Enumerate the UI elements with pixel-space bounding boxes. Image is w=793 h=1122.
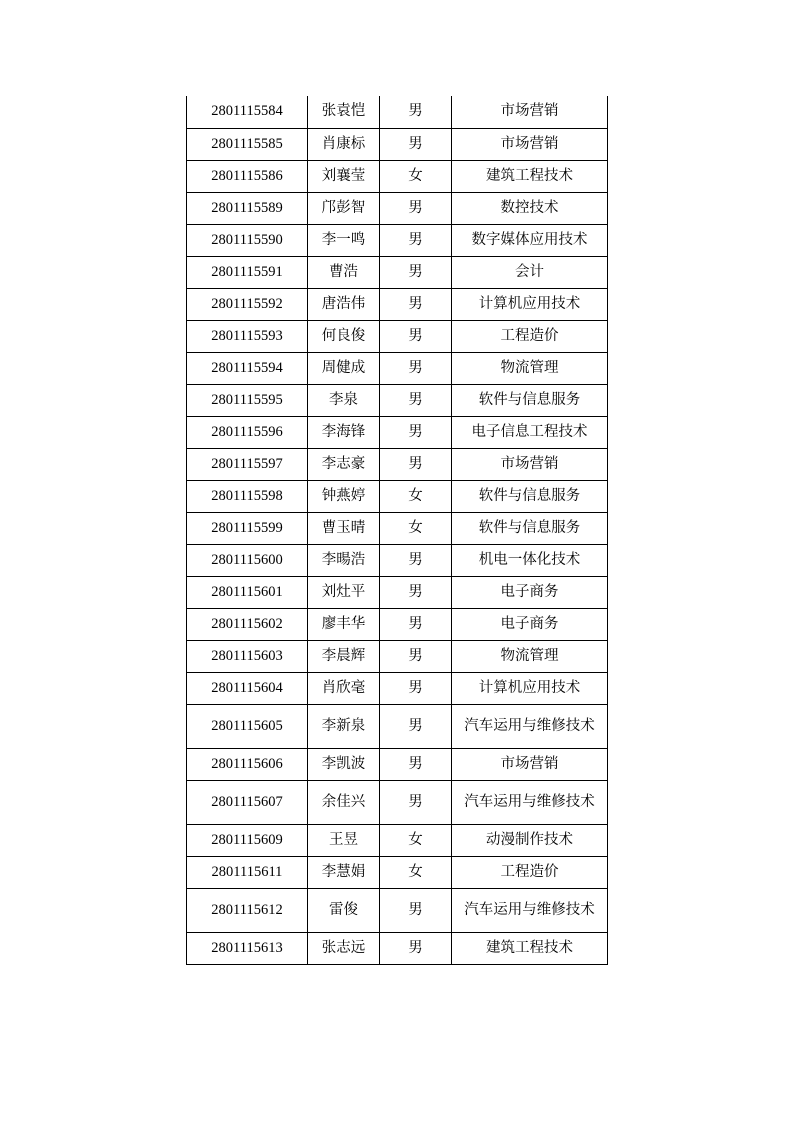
student-id-cell: 2801115589	[187, 192, 308, 224]
student-major-cell: 会计	[452, 256, 608, 288]
student-id-cell: 2801115611	[187, 856, 308, 888]
student-id-cell: 2801115605	[187, 704, 308, 748]
student-id-cell: 2801115606	[187, 748, 308, 780]
table-row	[187, 672, 608, 704]
student-name-cell: 邝彭智	[308, 192, 380, 224]
student-gender-cell: 男	[380, 576, 452, 608]
student-table-body	[187, 96, 608, 964]
table-row	[187, 416, 608, 448]
student-name-cell: 李凯波	[308, 748, 380, 780]
student-id-cell: 2801115595	[187, 384, 308, 416]
student-id-cell: 2801115601	[187, 576, 308, 608]
student-id-cell: 2801115594	[187, 352, 308, 384]
student-major-cell: 工程造价	[452, 320, 608, 352]
student-name-cell: 余佳兴	[308, 780, 380, 824]
table-row	[187, 160, 608, 192]
table-row	[187, 480, 608, 512]
student-gender-cell: 女	[380, 160, 452, 192]
table-row	[187, 128, 608, 160]
student-major-cell: 机电一体化技术	[452, 544, 608, 576]
student-major-cell: 汽车运用与维修技术	[452, 888, 608, 932]
student-id-cell: 2801115596	[187, 416, 308, 448]
student-id-cell: 2801115603	[187, 640, 308, 672]
student-name-cell: 李暘浩	[308, 544, 380, 576]
student-table	[186, 96, 608, 965]
student-id-cell: 2801115592	[187, 288, 308, 320]
student-id-cell: 2801115586	[187, 160, 308, 192]
student-gender-cell: 男	[380, 192, 452, 224]
student-gender-cell: 男	[380, 672, 452, 704]
student-gender-cell: 男	[380, 224, 452, 256]
student-name-cell: 李慧娟	[308, 856, 380, 888]
student-major-cell: 市场营销	[452, 96, 608, 128]
student-major-cell: 电子商务	[452, 608, 608, 640]
student-name-cell: 曹玉晴	[308, 512, 380, 544]
student-name-cell: 雷俊	[308, 888, 380, 932]
student-name-cell: 曹浩	[308, 256, 380, 288]
student-id-cell: 2801115600	[187, 544, 308, 576]
student-gender-cell: 男	[380, 320, 452, 352]
table-row	[187, 448, 608, 480]
student-name-cell: 李新泉	[308, 704, 380, 748]
student-major-cell: 建筑工程技术	[452, 932, 608, 964]
student-name-cell: 钟燕婷	[308, 480, 380, 512]
student-major-cell: 市场营销	[452, 748, 608, 780]
student-gender-cell: 女	[380, 856, 452, 888]
student-gender-cell: 女	[380, 824, 452, 856]
student-major-cell: 汽车运用与维修技术	[452, 704, 608, 748]
student-name-cell: 李晨辉	[308, 640, 380, 672]
student-major-cell: 物流管理	[452, 640, 608, 672]
student-gender-cell: 男	[380, 288, 452, 320]
student-gender-cell: 女	[380, 512, 452, 544]
student-major-cell: 软件与信息服务	[452, 384, 608, 416]
table-row	[187, 748, 608, 780]
student-name-cell: 王昱	[308, 824, 380, 856]
table-row	[187, 192, 608, 224]
student-name-cell: 张志远	[308, 932, 380, 964]
student-id-cell: 2801115613	[187, 932, 308, 964]
student-gender-cell: 男	[380, 780, 452, 824]
student-name-cell: 刘灶平	[308, 576, 380, 608]
student-name-cell: 李海锋	[308, 416, 380, 448]
student-name-cell: 李泉	[308, 384, 380, 416]
student-gender-cell: 男	[380, 448, 452, 480]
student-id-cell: 2801115607	[187, 780, 308, 824]
student-gender-cell: 男	[380, 704, 452, 748]
table-row	[187, 608, 608, 640]
student-name-cell: 李一鸣	[308, 224, 380, 256]
table-row	[187, 96, 608, 128]
student-gender-cell: 男	[380, 352, 452, 384]
student-major-cell: 计算机应用技术	[452, 672, 608, 704]
table-row	[187, 780, 608, 824]
student-major-cell: 建筑工程技术	[452, 160, 608, 192]
student-id-cell: 2801115609	[187, 824, 308, 856]
student-major-cell: 电子信息工程技术	[452, 416, 608, 448]
student-gender-cell: 男	[380, 748, 452, 780]
student-id-cell: 2801115591	[187, 256, 308, 288]
student-gender-cell: 男	[380, 384, 452, 416]
student-major-cell: 汽车运用与维修技术	[452, 780, 608, 824]
student-gender-cell: 男	[380, 96, 452, 128]
student-major-cell: 工程造价	[452, 856, 608, 888]
table-row	[187, 384, 608, 416]
student-gender-cell: 男	[380, 608, 452, 640]
student-id-cell: 2801115604	[187, 672, 308, 704]
student-major-cell: 电子商务	[452, 576, 608, 608]
student-gender-cell: 男	[380, 128, 452, 160]
student-name-cell: 唐浩伟	[308, 288, 380, 320]
table-row	[187, 640, 608, 672]
student-major-cell: 物流管理	[452, 352, 608, 384]
student-major-cell: 数控技术	[452, 192, 608, 224]
student-id-cell: 2801115590	[187, 224, 308, 256]
student-name-cell: 张袁恺	[308, 96, 380, 128]
table-row	[187, 320, 608, 352]
student-id-cell: 2801115593	[187, 320, 308, 352]
student-name-cell: 何良俊	[308, 320, 380, 352]
table-row	[187, 544, 608, 576]
student-name-cell: 刘襄莹	[308, 160, 380, 192]
table-row	[187, 888, 608, 932]
table-row	[187, 224, 608, 256]
student-major-cell: 市场营销	[452, 448, 608, 480]
table-row	[187, 512, 608, 544]
student-id-cell: 2801115584	[187, 96, 308, 128]
student-major-cell: 市场营销	[452, 128, 608, 160]
table-row	[187, 824, 608, 856]
table-row	[187, 288, 608, 320]
student-major-cell: 软件与信息服务	[452, 512, 608, 544]
student-id-cell: 2801115597	[187, 448, 308, 480]
student-major-cell: 计算机应用技术	[452, 288, 608, 320]
table-row	[187, 856, 608, 888]
student-name-cell: 肖欣毫	[308, 672, 380, 704]
student-id-cell: 2801115599	[187, 512, 308, 544]
student-gender-cell: 男	[380, 416, 452, 448]
student-gender-cell: 男	[380, 888, 452, 932]
student-gender-cell: 男	[380, 256, 452, 288]
table-row	[187, 576, 608, 608]
student-gender-cell: 男	[380, 544, 452, 576]
student-name-cell: 周健成	[308, 352, 380, 384]
student-name-cell: 廖丰华	[308, 608, 380, 640]
student-name-cell: 肖康标	[308, 128, 380, 160]
student-major-cell: 数字媒体应用技术	[452, 224, 608, 256]
student-major-cell: 动漫制作技术	[452, 824, 608, 856]
student-id-cell: 2801115602	[187, 608, 308, 640]
table-row	[187, 256, 608, 288]
student-gender-cell: 男	[380, 640, 452, 672]
table-row	[187, 352, 608, 384]
student-name-cell: 李志豪	[308, 448, 380, 480]
student-id-cell: 2801115598	[187, 480, 308, 512]
student-id-cell: 2801115585	[187, 128, 308, 160]
student-gender-cell: 女	[380, 480, 452, 512]
table-row	[187, 704, 608, 748]
table-row	[187, 932, 608, 964]
student-major-cell: 软件与信息服务	[452, 480, 608, 512]
student-gender-cell: 男	[380, 932, 452, 964]
student-id-cell: 2801115612	[187, 888, 308, 932]
